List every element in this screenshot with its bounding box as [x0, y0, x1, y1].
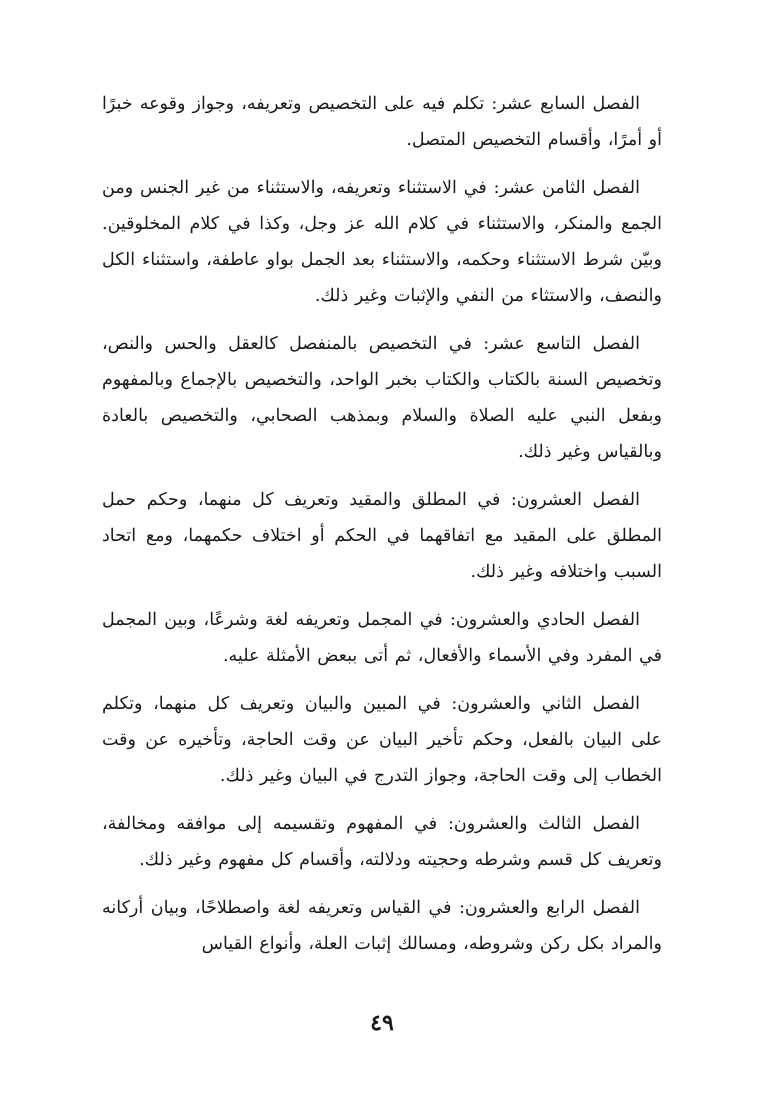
- chapter-heading: الفصل التاسع عشر:: [483, 334, 640, 354]
- chapter-heading: الفصل العشرون:: [510, 490, 640, 510]
- chapter-description: في المطلق والمقيد وتعريف كل منهما، وحكم حمل المطلق على المقيد مع اتفاقهما في الحكم أو اختلاف حكمهما، ومع اتحاد السبب واختلافه وغير ذلك.: [102, 490, 662, 582]
- paragraph-chapter-17: [102, 86, 662, 158]
- chapter-description: في المبين والبيان وتعريف كل منهما، وتكلم على البيان بالفعل، وحكم تأخير البيان عن وقت الحاجة، وتأخيره عن وقت الخطاب إلى وقت الحاجة، وجواز التدرج في البيان وغير ذلك.: [102, 694, 662, 786]
- page-body-text: [102, 86, 662, 974]
- chapter-description: في المجمل وتعريفه لغة وشرعًا، وبين المجمل في المفرد وفي الأسماء والأفعال، ثم أتى ببعض الأمثلة عليه.: [102, 610, 662, 666]
- chapter-heading: الفصل الثاني والعشرون:: [451, 694, 640, 714]
- chapter-description: في القياس وتعريفه لغة واصطلاحًا، وبيان أركانه والمراد بكل ركن وشروطه، ومسالك إثبات العلة، وأنواع القياس: [102, 898, 662, 954]
- paragraph-chapter-22: [102, 686, 662, 794]
- paragraph-chapter-18: [102, 170, 662, 314]
- paragraph-chapter-24: [102, 890, 662, 962]
- chapter-heading: الفصل الثامن عشر:: [493, 178, 640, 198]
- paragraph-chapter-20: [102, 482, 662, 590]
- paragraph-chapter-19: [102, 326, 662, 470]
- page-number: ٤٩: [370, 1010, 394, 1036]
- chapter-heading: الفصل الرابع والعشرون:: [459, 898, 640, 918]
- chapter-heading: الفصل الثالث والعشرون:: [447, 814, 640, 834]
- chapter-heading: الفصل الحادي والعشرون:: [450, 610, 640, 630]
- chapter-description: في الاستثناء وتعريفه، والاستثناء من غير الجنس ومن الجمع والمنكر، والاستثناء في كلام الله عز وجل، وكذا في كلام المخلوقين. وبيّن شرط الاستثناء وحكمه، والاستثناء بعد الجمل بواو عاطفة، واستثناء الكل والنصف، والاستثاء من النفي والإثبات وغير ذلك.: [102, 178, 662, 306]
- chapter-description: تكلم فيه على التخصيص وتعريفه، وجواز وقوعه خبرًا أو أمرًا، وأقسام التخصيص المتصل.: [102, 94, 662, 150]
- paragraph-chapter-21: [102, 602, 662, 674]
- paragraph-chapter-23: [102, 806, 662, 878]
- chapter-description: في التخصيص بالمنفصل كالعقل والحس والنص، وتخصيص السنة بالكتاب والكتاب بخبر الواحد، والتخصيص بالإجماع وبالمفهوم وبفعل النبي عليه الصلاة والسلام وبمذهب الصحابي، والتخصيص بالعادة وبالقياس وغير ذلك.: [102, 334, 662, 462]
- chapter-heading: الفصل السابع عشر:: [491, 94, 640, 114]
- chapter-description: في المفهوم وتقسيمه إلى موافقه ومخالفة، وتعريف كل قسم وشرطه وحجيته ودلالته، وأقسام كل مفهوم وغير ذلك.: [102, 814, 662, 870]
